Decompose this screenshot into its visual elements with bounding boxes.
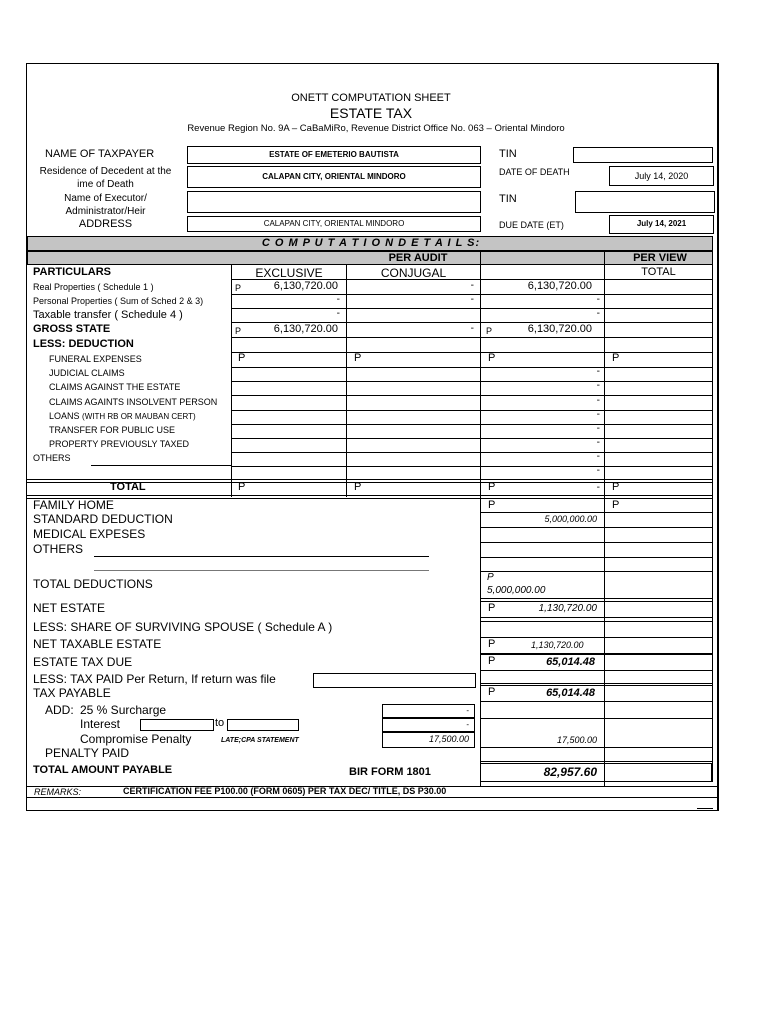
standard-deduction-label: STANDARD DEDUCTION	[33, 512, 173, 526]
grid-line	[231, 352, 712, 353]
penalty-paid-label: PENALTY PAID	[45, 746, 130, 760]
total-label: TOTAL	[110, 481, 146, 493]
grid-line	[480, 542, 712, 543]
family-home-label: FAMILY HOME	[33, 498, 114, 512]
residence-value: CALAPAN CITY, ORIENTAL MINDORO	[262, 172, 406, 181]
compromise-label: Compromise Penalty	[80, 732, 192, 746]
due-date-label: DUE DATE (ET)	[499, 220, 564, 230]
grid-line	[231, 438, 712, 439]
grid-line	[231, 410, 712, 411]
bir-form-label: BIR FORM 1801	[349, 766, 431, 778]
peso-sign: P	[612, 499, 620, 511]
date-of-death-value: July 14, 2020	[634, 171, 689, 181]
peso-sign: P	[488, 352, 496, 364]
net-estate-value: 1,130,720.00	[538, 603, 597, 614]
others-label: OTHERS	[33, 542, 84, 556]
interest-amount-input[interactable]	[382, 718, 475, 732]
peso-sign: P	[488, 655, 496, 667]
real-prop-exclusive: 6,130,720.00	[273, 280, 338, 292]
net-estate-label: NET ESTATE	[33, 601, 106, 615]
gross-exclusive: 6,130,720.00	[273, 323, 338, 335]
remarks-label: REMARKS:	[34, 787, 82, 797]
sheet-title: ONETT COMPUTATION SHEET	[291, 92, 451, 104]
per-audit-header: PER AUDIT	[388, 252, 448, 264]
compromise-value: 17,500.00	[428, 734, 469, 744]
tax-payable-value: 65,014.48	[546, 687, 595, 699]
taxpayer-name-field[interactable]	[187, 146, 481, 164]
add-label: ADD:	[45, 703, 74, 717]
executor-field[interactable]	[187, 191, 481, 213]
tax-payable-label: TAX PAYABLE	[33, 686, 111, 700]
deduction-value: -	[596, 366, 600, 377]
deduction-value: -	[596, 451, 600, 462]
peso-sign: P	[235, 283, 242, 293]
interest-to-input[interactable]	[227, 719, 299, 731]
less-tax-paid-label: LESS: TAX PAID Per Return, If return was file	[33, 672, 276, 686]
total-deductions-audit: -	[596, 482, 600, 493]
surcharge-label: 25 % Surcharge	[80, 703, 167, 717]
exclusive-header: EXCLUSIVE	[255, 266, 323, 280]
interest-label: Interest	[80, 717, 121, 731]
grid-line	[480, 512, 712, 513]
grid-line	[480, 761, 712, 762]
standard-deduction-value: 5,000,000.00	[544, 514, 597, 524]
peso-sign: P	[488, 481, 496, 493]
taxable-transfer-total: -	[596, 308, 600, 319]
medical-label: MEDICAL EXPESES	[33, 527, 146, 541]
total-deductions-label: TOTAL DEDUCTIONS	[33, 577, 153, 591]
peso-sign: P	[487, 572, 494, 583]
peso-sign: P	[488, 499, 496, 511]
tin-label: TIN	[499, 148, 517, 160]
date-of-death-label: DATE OF DEATH	[499, 167, 570, 177]
per-audit-bar	[27, 251, 713, 265]
due-date-value: July 14, 2021	[636, 219, 687, 228]
address-label: ADDRESS	[78, 218, 133, 230]
tin-field[interactable]	[573, 147, 713, 163]
total-payable-value: 82,957.60	[543, 765, 597, 779]
others-line	[91, 465, 231, 466]
interest-to-label: to	[215, 717, 225, 729]
peso-sign: P	[235, 326, 242, 336]
taxable-transfer-exclusive: -	[336, 308, 340, 319]
total-col-header: TOTAL	[641, 266, 676, 278]
peso-sign: P	[354, 352, 362, 364]
spouse-row	[480, 621, 713, 638]
grid-line	[480, 557, 712, 558]
peso-sign: P	[238, 481, 246, 493]
compromise-total: 17,500.00	[556, 735, 597, 745]
gross-total: 6,130,720.00	[527, 323, 592, 335]
particulars-header: PARTICULARS	[33, 266, 112, 278]
date-of-death-field[interactable]	[609, 166, 714, 186]
deduction-value: -	[596, 465, 600, 476]
deduction-item: CLAIMS AGAINST THE ESTATE	[49, 382, 181, 392]
taxpayer-name-label: NAME OF TAXPAYER	[45, 148, 155, 160]
personal-prop-exclusive: -	[336, 294, 340, 305]
peso-sign: P	[354, 481, 362, 493]
personal-prop-label: Personal Properties ( Sum of Sched 2 & 3)	[33, 296, 204, 306]
grid-line	[26, 797, 718, 798]
sheet-subtitle: ESTATE TAX	[329, 105, 413, 121]
surcharge-value: -	[466, 706, 469, 715]
grid-line	[480, 251, 481, 786]
tin2-field[interactable]	[575, 191, 715, 213]
taxable-transfer-label: Taxable transfer ( Schedule 4 )	[33, 309, 183, 321]
address-field[interactable]	[187, 216, 481, 232]
tax-paid-input[interactable]	[313, 673, 476, 688]
deduction-value: -	[596, 437, 600, 448]
total-deductions-value: 5,000,000.00	[487, 585, 546, 596]
grid-line	[231, 466, 712, 467]
peso-sign: P	[238, 352, 246, 364]
computation-banner: C O M P U T A T I O N D E T A I L S:	[261, 237, 481, 249]
late-cpa-note: LATE;CPA STATEMENT	[221, 737, 299, 744]
peso-sign: P	[488, 602, 496, 614]
deduction-item: FUNERAL EXPENSES	[49, 354, 142, 364]
less-deduction-label: LESS: DEDUCTION	[33, 338, 134, 350]
loans-label: LOANS	[49, 411, 80, 421]
grid-line	[231, 381, 712, 382]
grid-line	[697, 808, 713, 809]
residence-field[interactable]	[187, 166, 481, 188]
deduction-value: -	[596, 409, 600, 420]
grid-line	[231, 452, 712, 453]
gross-conjugal: -	[470, 323, 474, 334]
peso-sign: P	[612, 352, 620, 364]
grid-line	[480, 598, 712, 599]
grid-line	[480, 527, 712, 528]
conjugal-header: CONJUGAL	[380, 266, 447, 280]
net-taxable-value: 1,130,720.00	[531, 640, 584, 650]
others-deduction-label: OTHERS	[33, 453, 71, 463]
remarks-text: CERTIFICATION FEE P100.00 (FORM 0605) PER TAX DEC/ TITLE, DS P30.00	[123, 786, 447, 796]
total-payable-label: TOTAL AMOUNT PAYABLE	[33, 764, 173, 776]
real-prop-label: Real Properties ( Schedule 1 )	[33, 282, 154, 292]
taxpayer-name-value: ESTATE OF EMETERIO BAUTISTA	[269, 150, 399, 159]
surcharge-input[interactable]	[382, 704, 475, 718]
deduction-value: -	[596, 380, 600, 391]
grid-line	[604, 251, 605, 786]
personal-prop-total: -	[596, 294, 600, 305]
peso-sign: P	[488, 686, 496, 698]
executor-label-1: Name of Executor/	[64, 193, 147, 204]
grid-line	[231, 337, 712, 338]
region-line: Revenue Region No. 9A – CaBaMiRo, Revenue District Office No. 063 – Oriental Mindoro	[187, 123, 565, 134]
grid-line	[231, 367, 712, 368]
loans-note: (WITH RB OR MAUBAN CERT)	[82, 412, 196, 421]
peso-sign: P	[486, 326, 493, 336]
tax-due-value: 65,014.48	[546, 656, 595, 668]
computation-banner-bar	[27, 236, 713, 251]
net-taxable-label: NET TAXABLE ESTATE	[33, 637, 162, 651]
interest-from-input[interactable]	[140, 719, 214, 731]
tin2-label: TIN	[499, 193, 517, 205]
peso-sign: P	[612, 481, 620, 493]
per-view-header: PER VIEW	[633, 252, 687, 264]
deduction-item-loans	[49, 411, 196, 421]
grid-line	[480, 683, 712, 684]
grid-line	[712, 251, 713, 782]
real-prop-total: 6,130,720.00	[527, 280, 592, 292]
grid-double-line	[27, 495, 713, 499]
gross-estate-label: GROSS STATE	[33, 323, 111, 335]
grid-line	[231, 424, 712, 425]
peso-sign: P	[488, 638, 496, 650]
compromise-input[interactable]	[382, 732, 475, 748]
grid-line	[231, 395, 712, 396]
address-value: CALAPAN CITY, ORIENTAL MINDORO	[263, 219, 405, 228]
personal-prop-conjugal: -	[470, 294, 474, 305]
residence-label-2: ime of Death	[77, 179, 134, 190]
less-spouse-label: LESS: SHARE OF SURVIVING SPOUSE ( Schedule A )	[33, 620, 333, 634]
executor-label-2: Administrator/Heir	[65, 206, 146, 217]
deduction-value: -	[596, 423, 600, 434]
others-underline	[94, 570, 429, 571]
grid-line	[480, 571, 712, 572]
interest-value: -	[466, 720, 469, 729]
deduction-item: TRANSFER FOR PUBLIC USE	[49, 425, 176, 435]
real-prop-conjugal: -	[470, 280, 474, 291]
deduction-item: CLAIMS AGAINTS INSOLVENT PERSON	[49, 397, 218, 407]
due-date-field[interactable]	[609, 215, 714, 234]
others-underline	[94, 556, 429, 557]
deduction-item: PROPERTY PREVIOUSLY TAXED	[49, 439, 190, 449]
deduction-value: -	[596, 395, 600, 406]
residence-label-1: Residence of Decedent at the	[39, 166, 172, 177]
tax-due-label: ESTATE TAX DUE	[33, 655, 133, 669]
deduction-item: JUDICIAL CLAIMS	[49, 368, 125, 378]
